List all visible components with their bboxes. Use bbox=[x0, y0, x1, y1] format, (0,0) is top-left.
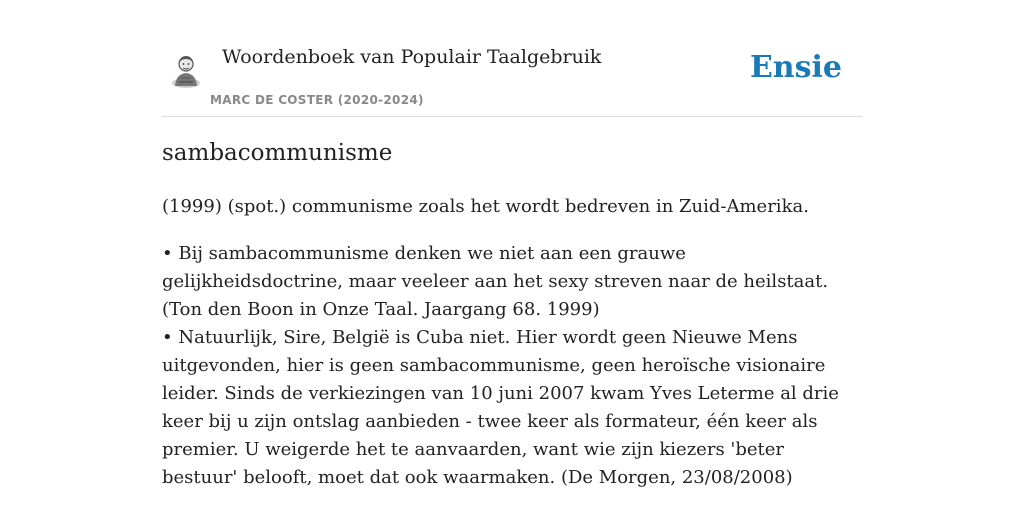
entry-term: sambacommunisme bbox=[162, 140, 393, 166]
author-credit: MARC DE COSTER (2020-2024) bbox=[210, 93, 424, 107]
author-portrait-icon bbox=[170, 52, 202, 88]
entry-examples bbox=[162, 240, 862, 492]
entry-definition: (1999) (spot.) communisme zoals het wordt bedreven in Zuid-Amerika. bbox=[162, 196, 809, 217]
page-header bbox=[162, 40, 862, 117]
example-quote: • Bij sambacommunisme denken we niet aan een grauwe gelijkheidsdoctrine, maar veeleer aan het sexy streven naar de heilstaat. (Ton den Boon in Onze Taal. Jaargang 68. 1999) bbox=[162, 243, 829, 320]
brand-logo[interactable]: Ensie bbox=[749, 50, 842, 85]
example-quote: • Natuurlijk, Sire, België is Cuba niet. Hier wordt geen Nieuwe Mens uitgevonden, hier is geen sambacommunisme, geen heroïsche visionaire leider. Sinds de verkiezingen van 10 juni 2007 kwam Yves Leterme al drie keer bij u zijn ontslag aanbieden - twee keer als formateur, één keer als premier. U weigerde het te aanvaarden, want wie zijn kiezers 'beter bestuur' belooft, moet dat ook waarmaken. (De Morgen, 23/08/2008) bbox=[162, 327, 839, 488]
dictionary-title[interactable]: Woordenboek van Populair Taalgebruik bbox=[222, 46, 602, 68]
